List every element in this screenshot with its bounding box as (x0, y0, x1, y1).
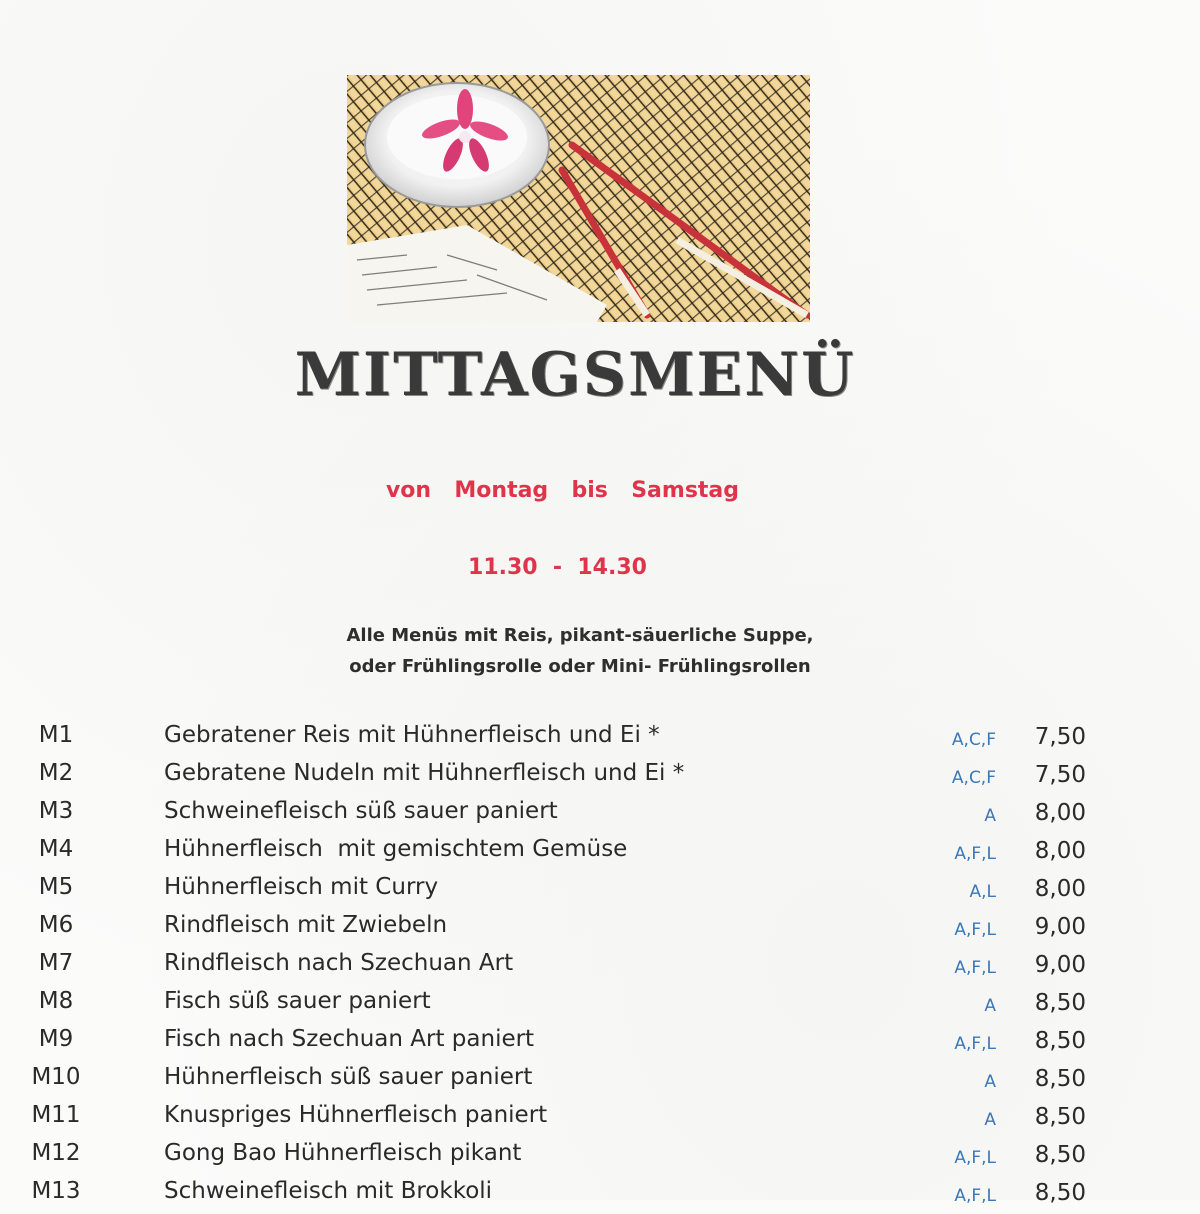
item-price: 7,50 (1034, 762, 1086, 788)
allergen-codes: A,F,L (954, 1034, 996, 1054)
item-price: 8,00 (1034, 800, 1086, 826)
page-title: MITTAGSMENÜ (294, 340, 856, 410)
dish-name: Gebratene Nudeln mit Hühnerfleisch und Ei * (164, 760, 685, 786)
menu-item-row (0, 872, 1200, 910)
item-price: 7,50 (1034, 724, 1086, 750)
item-code: M5 (38, 874, 74, 900)
menu-item-row (0, 1138, 1200, 1176)
dish-name: Schweinefleisch mit Brokkoli (164, 1178, 493, 1204)
dish-name: Hühnerfleisch mit gemischtem Gemüse (164, 836, 628, 862)
item-price: 9,00 (1034, 952, 1086, 978)
item-price: 8,00 (1034, 838, 1086, 864)
item-code: M1 (38, 722, 74, 748)
menu-item-row (0, 1024, 1200, 1062)
allergen-codes: A (984, 1072, 996, 1092)
menu-item-row (0, 986, 1200, 1024)
allergen-codes: A,F,L (954, 920, 996, 940)
item-price: 8,50 (1034, 1066, 1086, 1092)
allergen-codes: A,L (969, 882, 996, 902)
menu-item-row (0, 948, 1200, 986)
menu-item-row (0, 1100, 1200, 1138)
item-price: 8,50 (1034, 1028, 1086, 1054)
item-price: 8,50 (1034, 1142, 1086, 1168)
item-code: M12 (31, 1140, 81, 1166)
dish-name: Fisch nach Szechuan Art paniert (164, 1026, 535, 1052)
allergen-codes: A (984, 996, 996, 1016)
item-price: 8,50 (1034, 1104, 1086, 1130)
item-code: M3 (38, 798, 74, 824)
menu-item-row (0, 1176, 1200, 1214)
menu-list (0, 720, 1200, 1214)
item-code: M11 (31, 1102, 81, 1128)
dish-name: Gebratener Reis mit Hühnerfleisch und Ei * (164, 722, 660, 748)
dish-name: Rindfleisch mit Zwiebeln (164, 912, 448, 938)
allergen-codes: A (984, 806, 996, 826)
item-price: 8,50 (1034, 1180, 1086, 1206)
dish-name: Hühnerfleisch mit Curry (164, 874, 439, 900)
item-code: M13 (31, 1178, 81, 1204)
item-price: 8,50 (1034, 990, 1086, 1016)
item-price: 9,00 (1034, 914, 1086, 940)
menu-item-row (0, 720, 1200, 758)
menu-includes-note (330, 620, 830, 682)
dish-name: Fisch süß sauer paniert (164, 988, 431, 1014)
allergen-codes: A (984, 1110, 996, 1130)
allergen-codes: A,F,L (954, 958, 996, 978)
item-price: 8,00 (1034, 876, 1086, 902)
service-days: von Montag bis Samstag (385, 478, 740, 503)
header-photo (347, 75, 810, 322)
item-code: M4 (38, 836, 74, 862)
service-hours: 11.30 - 14.30 (468, 555, 647, 580)
allergen-codes: A,F,L (954, 844, 996, 864)
item-code: M10 (31, 1064, 81, 1090)
allergen-codes: A,F,L (954, 1148, 996, 1168)
allergen-codes: A,C,F (951, 730, 996, 750)
menu-item-row (0, 796, 1200, 834)
allergen-codes: A,C,F (951, 768, 996, 788)
allergen-codes: A,F,L (954, 1186, 996, 1206)
dish-name: Gong Bao Hühnerfleisch pikant (164, 1140, 522, 1166)
menu-item-row (0, 1062, 1200, 1100)
dish-name: Schweinefleisch süß sauer paniert (164, 798, 558, 824)
note-line: Alle Menüs mit Reis, pikant-säuerliche Suppe, (346, 625, 814, 646)
item-code: M9 (38, 1026, 74, 1052)
item-code: M6 (38, 912, 74, 938)
menu-item-row (0, 910, 1200, 948)
item-code: M2 (38, 760, 74, 786)
item-code: M8 (38, 988, 74, 1014)
item-code: M7 (38, 950, 74, 976)
dish-name: Knuspriges Hühnerfleisch paniert (164, 1102, 548, 1128)
menu-item-row (0, 834, 1200, 872)
note-line: oder Frühlingsrolle oder Mini- Frühlingsrollen (349, 656, 811, 677)
dish-name: Rindfleisch nach Szechuan Art (164, 950, 514, 976)
menu-item-row (0, 758, 1200, 796)
bowl-chopsticks-illustration (347, 75, 810, 322)
dish-name: Hühnerfleisch süß sauer paniert (164, 1064, 533, 1090)
